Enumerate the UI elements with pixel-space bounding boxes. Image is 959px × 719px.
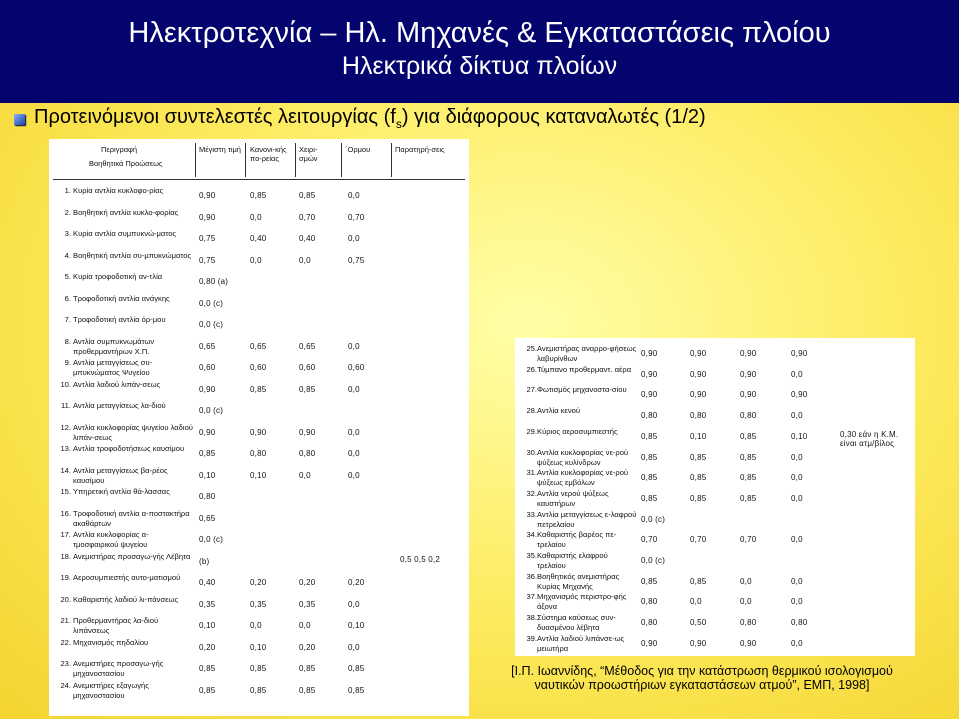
row-value: 0,90 <box>740 349 757 358</box>
row-number: 1. <box>64 186 71 195</box>
table-row <box>49 380 469 402</box>
row-description: Αντλία μεταγγίσεως ε-λαφρού πετρελαίου <box>537 509 637 529</box>
row-value: 0,10 <box>250 470 267 480</box>
row-value: 0,90 <box>791 349 808 358</box>
row-value: 0,85 <box>641 452 658 462</box>
row-description: Αντλία μεταγγίσεως λα-διού <box>73 401 166 410</box>
row-value: 0,0 (c) <box>199 298 224 308</box>
row-value: 0,90 <box>740 638 757 648</box>
row-value: 0,20 <box>348 578 365 587</box>
row-description: Καθαριστής λαδιού λι-πάνσεως <box>73 594 179 604</box>
row-number: 8. <box>64 336 71 346</box>
row-description: Προθερμαντήρας λα-διού λιπάνσεως <box>73 616 159 635</box>
table-row <box>49 573 469 595</box>
row-value: 0,0 <box>791 638 803 648</box>
row-description: Βοηθητική αντλία συ-μπυκνώματος <box>73 250 192 260</box>
row-value: 0,20 <box>199 642 216 652</box>
row-value: 0,70 <box>641 535 658 545</box>
row-value: 0,0 <box>299 255 311 265</box>
header-rule <box>53 179 465 180</box>
row-number: 32. <box>526 488 537 498</box>
row-value: 0,85 <box>641 431 658 441</box>
row-value: 0,75 <box>348 255 365 265</box>
table-row <box>515 572 915 594</box>
table-row <box>515 634 915 656</box>
row-number: 39. <box>526 633 537 643</box>
row-value: 0,90 <box>641 369 658 379</box>
header-harbour: ΄Ορμου <box>345 145 371 154</box>
row-value: 0,0 <box>348 449 360 458</box>
row-value: 0,0 <box>791 597 803 607</box>
table-row <box>515 468 915 490</box>
table-row <box>515 510 915 532</box>
row-number: 2. <box>64 207 71 217</box>
row-number: 25. <box>526 344 537 353</box>
row-value: 0,0 (c) <box>199 320 224 329</box>
header-max-value: Μέγιστη τιμή <box>199 145 241 154</box>
row-value: 0,0 (c) <box>641 514 666 524</box>
row-value: 0,0 <box>791 452 803 462</box>
row-description: Φωτισμός μηχανοστα-σίου <box>537 385 627 395</box>
citation: [Ι.Π. Ιωαννίδης, “Μέθοδος για την κατάστρωση θερμικού ισολογισμού ναυτικών προωστήριων εγκαταστάσεων ατμού”, ΕΜΠ, 1998] <box>511 664 893 692</box>
table-row <box>49 681 469 703</box>
row-value: 0,85 <box>250 191 267 200</box>
row-value: 0,85 <box>740 473 757 483</box>
header-description: Περιγραφή <box>101 145 138 154</box>
row-value: 0,85 <box>299 191 316 200</box>
row-value: 0,60 <box>250 363 267 372</box>
row-value: 0,80 <box>791 618 808 628</box>
scanned-table-page-2 <box>515 338 915 656</box>
slide-header <box>0 0 959 103</box>
table-row <box>49 659 469 681</box>
row-description: Υπηρετική αντλία θά-λασσας <box>73 487 170 496</box>
row-value: 0,35 <box>199 599 216 609</box>
row-value: 0,90 <box>641 390 658 400</box>
row-description: Καθαριστής ελαφρού τρελαίου <box>537 551 608 570</box>
table-row <box>515 427 915 449</box>
table-row <box>49 466 469 488</box>
row-value: 0,0 (c) <box>199 535 224 544</box>
table-row <box>515 551 915 573</box>
row-value: 0,20 <box>299 578 316 587</box>
table-row <box>49 337 469 359</box>
row-value: 0,85 <box>690 452 707 462</box>
row-value: 0,90 <box>690 390 707 400</box>
row-description: Ανεμιστήρες προσαγω-γής μηχανοστασίου <box>73 659 164 678</box>
row-value: 0,0 <box>348 427 360 437</box>
row-value: 0,65 <box>199 513 216 523</box>
row-value: 0,80 <box>299 449 316 458</box>
table-row <box>49 186 469 208</box>
row-value: 0,85 <box>250 685 267 695</box>
slide-title <box>34 104 706 137</box>
row-value: 0,0 <box>791 535 803 545</box>
row-value: 0,60 <box>348 363 365 372</box>
row-value: 0,90 <box>199 212 216 222</box>
table-row <box>49 444 469 466</box>
row-value: 0,80 <box>250 449 267 458</box>
row-description: Ανεμιστήρας προσαγω-γής Λέβητα <box>73 551 191 561</box>
col-rule <box>245 143 246 177</box>
row-value: 0,80 (a) <box>199 277 229 286</box>
row-description: Αντλία μεταγγίσεως βα-ρέος καυσίμου <box>73 465 168 485</box>
row-value: 0,40 <box>299 234 316 243</box>
row-value: 0,90 <box>299 427 316 437</box>
row-number: 13. <box>60 444 71 453</box>
row-number: 18. <box>60 551 71 561</box>
row-value: 0,10 <box>690 431 707 441</box>
row-description: Αντλία νερού ψύξεως καυστήρων <box>537 488 609 508</box>
row-value: 0,90 <box>641 638 658 648</box>
row-number: 17. <box>60 530 71 539</box>
row-value: 0,70 <box>740 535 757 545</box>
row-value: 0,85 <box>348 685 365 695</box>
row-number: 24. <box>60 680 71 690</box>
row-description: Κυρία τροφοδοτική αν-τλία <box>73 272 163 281</box>
row-number: 26. <box>526 364 537 374</box>
row-value: 0,35 <box>250 599 267 609</box>
row-value: 0,85 <box>641 493 658 503</box>
row-value: 0,85 <box>690 493 707 503</box>
row-value: (b) <box>199 556 210 566</box>
row-value: 0,85 <box>641 473 658 483</box>
bullet-icon <box>14 114 25 125</box>
row-description: Τροφοδοτική αντλία όρ-μου <box>73 315 166 324</box>
table-row <box>49 616 469 638</box>
row-value: 0,85 <box>299 384 316 394</box>
row-number: 33. <box>526 509 537 519</box>
table-row <box>49 638 469 660</box>
row-value: 0,90 <box>740 369 757 379</box>
table-row <box>49 530 469 552</box>
row-value: 0,90 <box>199 427 216 437</box>
row-number: 21. <box>60 616 71 625</box>
row-value: 0,0 (c) <box>641 556 666 565</box>
table-row <box>49 208 469 230</box>
row-number: 16. <box>60 508 71 518</box>
row-number: 10. <box>60 379 71 389</box>
row-description: Αντλία κυκλοφορίας νε-ρού ψύξεως εμβόλων <box>537 468 629 488</box>
row-value: 0,80 <box>641 411 658 421</box>
row-value: 0,85 <box>690 576 707 586</box>
row-value: 0,80 <box>641 618 658 628</box>
row-number: 28. <box>526 406 537 416</box>
row-description: Αεροσυμπιεστής αυτο-ματισμού <box>73 573 181 582</box>
row-value: 0,85 <box>740 452 757 462</box>
row-value: 0,10 <box>199 470 216 480</box>
row-value: 0,40 <box>250 234 267 243</box>
row-description: Αντλία μεταγγίσεως συ-μπυκνώματος Ψυγείου <box>73 358 153 377</box>
row-description: Τροφοδοτική αντλία ανάγκης <box>73 293 170 303</box>
row-description: Ανεμιστήρες εξαγωγής μηχανοστασίου <box>73 680 149 700</box>
row-value: 0,0 <box>250 255 262 265</box>
col-rule <box>341 143 342 177</box>
row-description: Σύστημα καύσεως συν-δυασμένου λέβητα <box>537 613 616 633</box>
row-description: Τύμπανο προθερμαντ. αέρα <box>537 364 632 374</box>
row-value: 0,40 <box>199 578 216 587</box>
row-value: 0,70 <box>690 535 707 545</box>
table-row <box>49 487 469 509</box>
row-description: Καθαριστής βαρέος πε-τρελαίου <box>537 530 617 550</box>
row-value: 0,85 <box>199 449 216 458</box>
row-value: 0,80 <box>641 597 658 607</box>
row-value: 0,80 <box>740 618 757 628</box>
row-value: 0,0 <box>348 341 360 351</box>
row-description: Βοηθητικός ανεμιστήρας Κυρίας Μηχανής <box>537 571 620 591</box>
row-value: 0,90 <box>199 384 216 394</box>
row-value: 0,90 <box>199 191 216 200</box>
row-value: 0,85 <box>348 664 365 673</box>
row-number: 29. <box>526 426 537 436</box>
row-description: Κυρία αντλία συμπυκνώ-ματος <box>73 229 177 238</box>
row-number: 27. <box>526 385 537 395</box>
row-value: 0,90 <box>690 369 707 379</box>
row-description: Αντλία λαδιού λιπάνσε-ως μειωτήρα <box>537 633 625 653</box>
row-value: 0,0 <box>348 470 360 480</box>
row-description: Κύριος αεροσυμπιεστής <box>537 426 618 436</box>
row-number: 9. <box>64 358 71 367</box>
row-value: 0,0 <box>791 411 803 421</box>
table-row <box>49 509 469 531</box>
row-number: 31. <box>526 468 537 478</box>
row-value: 0,10 <box>791 431 808 441</box>
row-value: 0,90 <box>740 390 757 400</box>
row-number: 11. <box>61 401 71 410</box>
row-value: 0,80 <box>199 492 216 501</box>
row-number: 30. <box>526 447 537 457</box>
row-value: 0,0 <box>791 369 803 379</box>
row-value: 0,0 <box>250 621 262 630</box>
slide-subtitle-header: Ηλεκτρικά δίκτυα πλοίων <box>341 52 618 80</box>
row-value: 0,85 <box>690 473 707 483</box>
row-value: 0,85 <box>740 431 757 441</box>
row-value: 0,50 <box>690 618 707 628</box>
row-number: 38. <box>526 613 537 623</box>
row-description: Αντλία κυκλοφορίας νε-ρού ψύξεως κυλίνδρων <box>537 447 629 467</box>
table-row <box>49 595 469 617</box>
row-number: 20. <box>60 594 71 604</box>
row-value: 0,85 <box>299 685 316 695</box>
table-row <box>49 294 469 316</box>
row-description: Αντλία τροφοδοτήσεως καυσίμου <box>73 444 185 453</box>
table-row <box>49 229 469 251</box>
row-value: 0,85 <box>199 664 216 673</box>
header-auxiliaries: Βοηθητικά Προώσεως <box>89 159 163 168</box>
table-row <box>515 448 915 470</box>
table-row <box>515 406 915 428</box>
title-text: Προτεινόμενοι συντελεστές λειτουργίας (f <box>34 106 396 128</box>
row-value: 0,60 <box>299 363 316 372</box>
row-description: Αντλία λαδιού λιπάν-σεως <box>73 379 161 389</box>
row-description: Βοηθητική αντλία κυκλο-φορίας <box>73 207 179 217</box>
row-value: 0,0 <box>690 597 702 607</box>
row-description: Αντλία κενού <box>537 406 581 416</box>
title-subscript: s <box>395 117 402 131</box>
header-normal: Κανονι-κής πο-ρείας <box>250 145 287 163</box>
header-remarks: Παρατηρή-σεις <box>395 145 445 154</box>
row-description: Αντλία κυκλοφορίας ψυγείου λαδιού λιπάν-σεως <box>73 422 193 442</box>
table-row <box>515 613 915 635</box>
row-value: 0,0 <box>348 384 360 394</box>
title-text-rest: ) για διάφορους καταναλωτές (1/2) <box>401 106 706 128</box>
row-number: 5. <box>64 272 71 281</box>
table-row <box>515 385 915 407</box>
header-maneuvering: Χειρι-σμών <box>299 145 318 163</box>
row-description: Μηχανισμός πηδαλίου <box>73 637 149 647</box>
row-number: 15. <box>60 487 71 496</box>
table-row <box>49 552 469 574</box>
row-value: 0,0 <box>348 642 360 652</box>
row-value: 0,0 <box>348 234 360 243</box>
row-value: 0,80 <box>740 411 757 421</box>
slide-main-title: Ηλεκτροτεχνία – Ηλ. Μηχανές & Εγκαταστάσεις πλοίου <box>128 17 831 49</box>
row-value: 0,0 <box>348 599 360 609</box>
row-value: 0,70 <box>348 212 365 222</box>
row-number: 23. <box>60 659 71 668</box>
row-value: 0,75 <box>199 255 216 265</box>
row-description: Τροφοδοτική αντλία α-ποστακτήρα ακαθάρτων <box>73 508 190 528</box>
row-number: 7. <box>64 315 71 324</box>
row-value: 0,0 <box>791 493 803 503</box>
row-number: 34. <box>526 530 537 540</box>
table-row <box>515 365 915 387</box>
row-value: 0,85 <box>641 576 658 586</box>
row-value: 0,0 (c) <box>199 406 224 415</box>
row-remark: 0,5 0,5 0,2 <box>400 554 441 564</box>
row-value: 0,0 <box>740 597 752 607</box>
table-row <box>49 272 469 294</box>
row-value: 0,85 <box>250 384 267 394</box>
row-value: 0,90 <box>791 390 808 400</box>
row-description: Μηχανισμός περιστρο-φής άξονα <box>537 592 627 612</box>
row-number: 36. <box>526 571 537 581</box>
row-value: 0,0 <box>791 473 803 483</box>
table-row <box>49 315 469 337</box>
row-number: 3. <box>64 229 71 238</box>
row-number: 37. <box>526 592 537 602</box>
row-description: Αντλία συμπυκνωμάτων προθερμαντήρων Χ.Π. <box>73 336 155 356</box>
row-value: 0,0 <box>299 621 311 630</box>
row-number: 22. <box>60 637 71 647</box>
table-row <box>515 489 915 511</box>
col-rule <box>295 143 296 177</box>
row-number: 35. <box>526 551 537 560</box>
row-value: 0,10 <box>250 642 267 652</box>
row-value: 0,0 <box>740 576 752 586</box>
row-description: Κυρία αντλία κυκλοφο-ρίας <box>73 186 164 195</box>
table-row <box>49 251 469 273</box>
row-value: 0,20 <box>299 642 316 652</box>
row-value: 0,0 <box>348 191 360 200</box>
table-row <box>49 401 469 423</box>
row-value: 0,65 <box>250 341 267 351</box>
row-value: 0,80 <box>690 411 707 421</box>
row-number: 4. <box>64 250 71 260</box>
row-value: 0,65 <box>299 341 316 351</box>
row-value: 0,35 <box>299 599 316 609</box>
table-row <box>49 423 469 445</box>
row-value: 0,90 <box>690 349 707 358</box>
row-value: 0,0 <box>299 470 311 480</box>
col-rule <box>391 143 392 177</box>
table-row <box>515 592 915 614</box>
scanned-table-page-1 <box>49 139 469 716</box>
row-value: 0,75 <box>199 234 216 243</box>
row-value: 0,20 <box>250 578 267 587</box>
row-value: 0,85 <box>250 664 267 673</box>
row-value: 0,85 <box>740 493 757 503</box>
row-value: 0,85 <box>199 685 216 695</box>
row-value: 0,65 <box>199 341 216 351</box>
row-value: 0,70 <box>299 212 316 222</box>
table-row <box>49 358 469 380</box>
row-value: 0,0 <box>250 212 262 222</box>
row-value: 0,90 <box>641 349 658 358</box>
col-rule <box>195 143 196 177</box>
row-value: 0,10 <box>348 621 365 630</box>
table-row <box>515 344 915 366</box>
row-value: 0,90 <box>690 638 707 648</box>
row-number: 19. <box>60 573 71 582</box>
row-value: 0,90 <box>250 427 267 437</box>
table-row <box>515 530 915 552</box>
row-value: 0,85 <box>299 664 316 673</box>
row-number: 6. <box>64 293 71 303</box>
row-number: 12. <box>60 422 71 432</box>
row-description: Αντλία κυκλοφορίας α-τμοσφαιρικού ψυγείου <box>73 530 149 549</box>
row-description: Ανεμιστήρας αναρρο-φήσεως λαβυρίνθων <box>537 344 637 363</box>
row-value: 0,60 <box>199 363 216 372</box>
row-number: 14. <box>60 465 71 475</box>
row-value: 0,0 <box>791 576 803 586</box>
row-remark: 0,30 εάν η Κ.Μ. είναι ατμ/βίλος <box>840 429 899 448</box>
row-value: 0,10 <box>199 621 216 630</box>
